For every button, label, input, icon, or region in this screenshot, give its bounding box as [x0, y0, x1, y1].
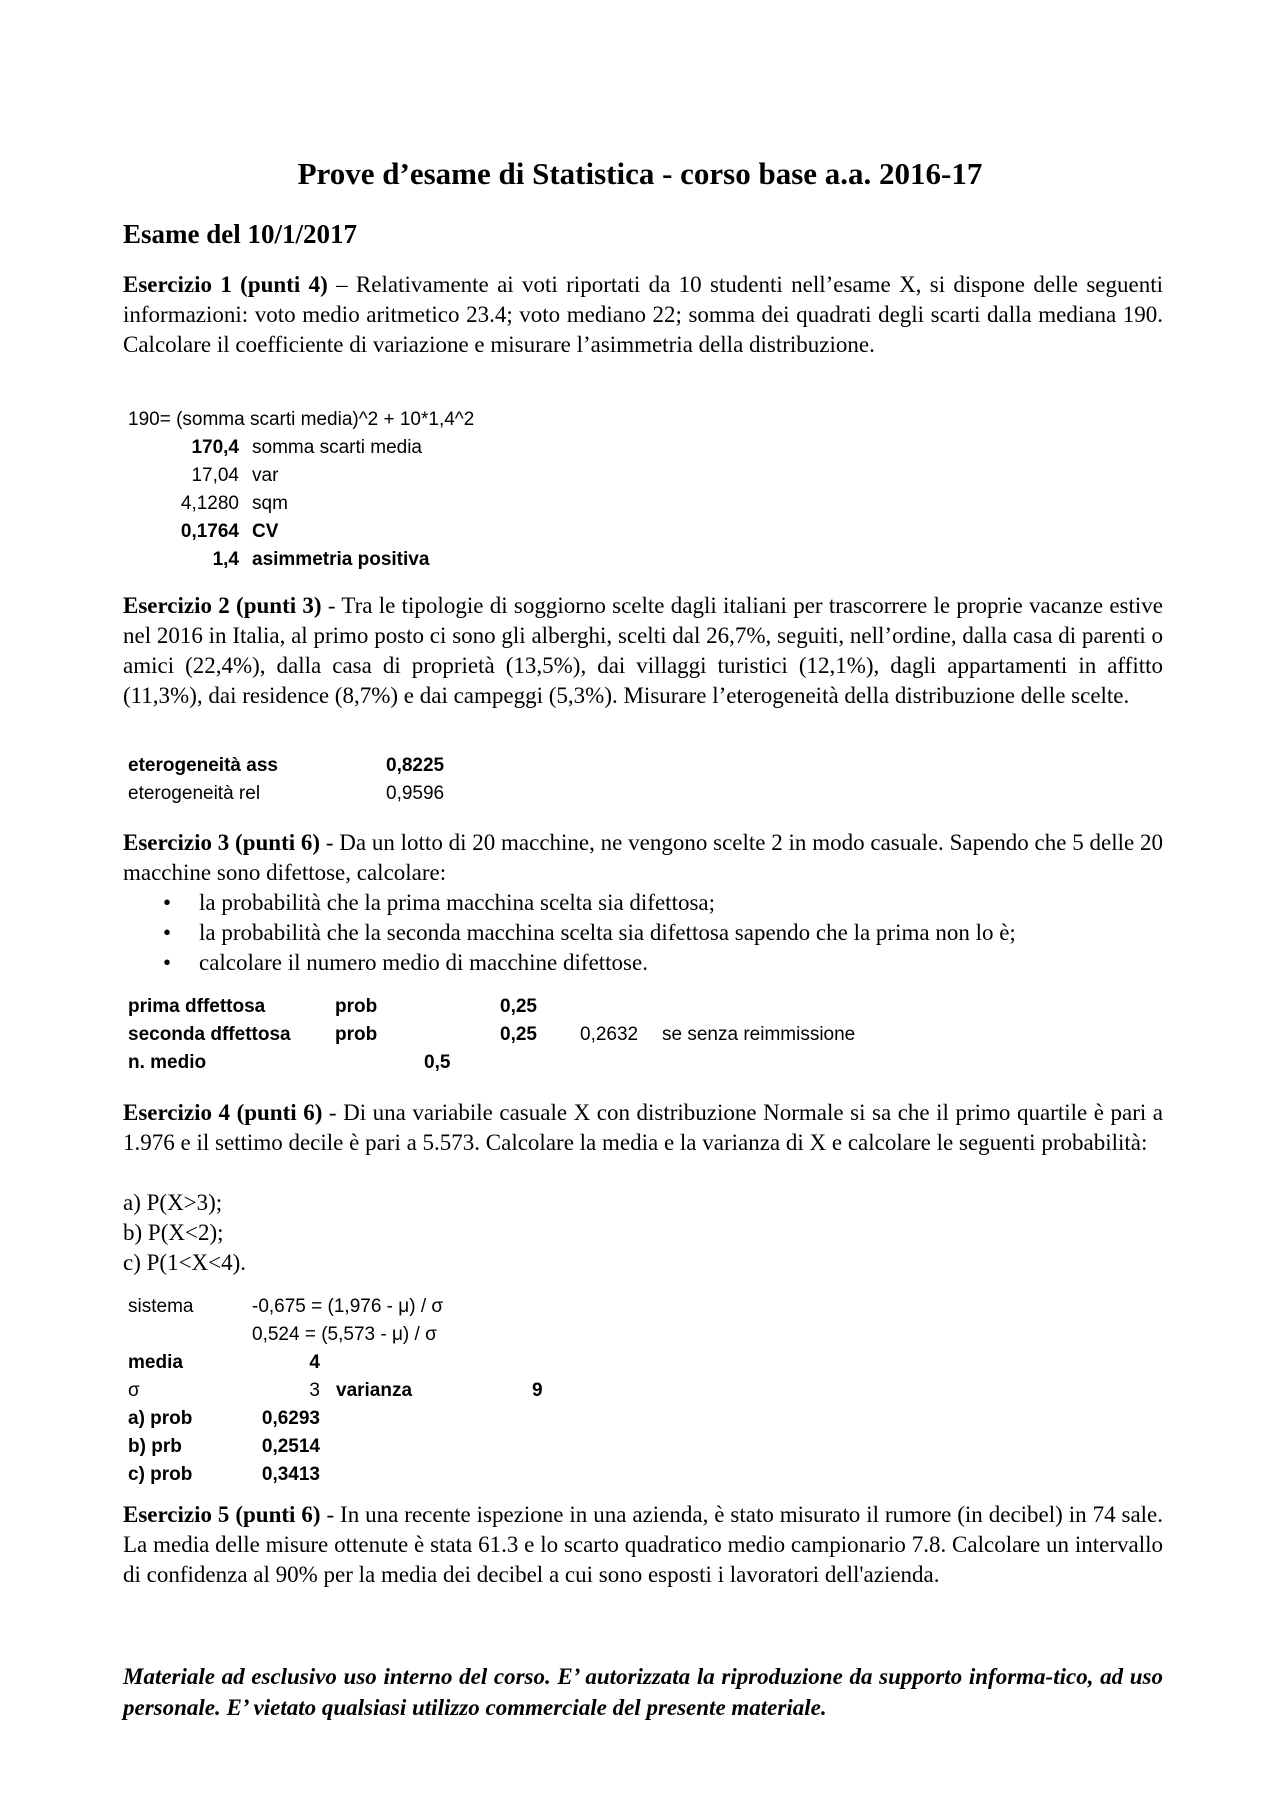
list-item-text: la probabilità che la prima macchina scelta sia difettosa; [199, 890, 716, 915]
ex1-row [128, 434, 628, 462]
ex4-prob-value: 0,6293 [261, 1408, 320, 1429]
ex1-label: somma scarti media [252, 437, 422, 458]
exercise-4-items [123, 1188, 1163, 1278]
exercise-1-solution [128, 406, 628, 574]
ex4-row [128, 1349, 728, 1377]
exercise-5-text [123, 1500, 1163, 1590]
ex4-sigma-value: 3 [309, 1380, 320, 1401]
ex3-label: n. medio [128, 1052, 207, 1073]
bullet-icon: • [163, 890, 172, 915]
ex2-row [128, 752, 528, 780]
ex1-label: asimmetria positiva [252, 549, 430, 570]
list-item-text: la probabilità che la seconda macchina scelta sia difettosa sapendo che la prima non lo è; [199, 920, 1016, 945]
exercise-3-heading: Esercizio 3 (punti 6) [123, 830, 321, 855]
exercise-2-text [123, 591, 1163, 711]
list-item [123, 888, 1173, 918]
ex4-item: b) P(X<2); [123, 1220, 224, 1245]
ex3-type: prob [335, 996, 378, 1017]
ex3-row [128, 993, 928, 1021]
exercise-4-heading: Esercizio 4 (punti 6) [123, 1100, 323, 1125]
ex4-media-label: media [128, 1352, 183, 1373]
exercise-3-bullet-list [123, 888, 1173, 978]
ex4-row [128, 1405, 728, 1433]
exercise-4-solution [128, 1293, 728, 1489]
ex2-value: 0,8225 [386, 755, 445, 776]
ex2-value: 0,9596 [386, 783, 445, 804]
ex1-value: 17,04 [191, 465, 239, 486]
exercise-3-solution [128, 993, 928, 1077]
ex1-value: 170,4 [191, 437, 239, 458]
ex3-value: 0,25 [500, 1024, 537, 1045]
ex3-type: prob [335, 1024, 378, 1045]
ex4-row [128, 1433, 728, 1461]
ex4-row [128, 1321, 728, 1349]
ex3-value: 0,25 [500, 996, 537, 1017]
ex4-media-value: 4 [309, 1352, 320, 1373]
ex4-prob-label: a) prob [128, 1408, 193, 1429]
ex4-item: c) P(1<X<4). [123, 1250, 247, 1275]
ex3-label: prima dffettosa [128, 996, 266, 1017]
exercise-1-text [123, 270, 1163, 360]
exercise-5-heading: Esercizio 5 (punti 6) [123, 1502, 321, 1527]
ex3-value: 0,5 [424, 1052, 451, 1073]
ex4-prob-label: c) prob [128, 1464, 193, 1485]
footer-disclaimer: Materiale ad esclusivo uso interno del corso. E’ autorizzata la riproduzione da supporto informa-tico, ad uso personale. E’ vietato qualsiasi utilizzo commerciale del presente materiale. [123, 1664, 1163, 1720]
ex1-formula: 190= (somma scarti media)^2 + 10*1,4^2 [128, 409, 475, 430]
ex4-prob-value: 0,2514 [261, 1436, 320, 1457]
exercise-2-solution [128, 752, 528, 808]
ex4-eq1: -0,675 = (1,976 - μ) / σ [252, 1296, 444, 1317]
ex4-sistema-label: sistema [128, 1296, 194, 1317]
ex4-varianza-value: 9 [532, 1380, 543, 1401]
list-item-text: calcolare il numero medio di macchine difettose. [199, 950, 648, 975]
ex3-row [128, 1049, 928, 1077]
ex1-row [128, 462, 628, 490]
ex4-row [128, 1293, 728, 1321]
ex3-row [128, 1021, 928, 1049]
exercise-3-body: - Da un lotto di 20 macchine, ne vengono scelte 2 in modo casuale. Sapendo che 5 delle 20 macchine sono difettose, calcolare: [123, 830, 1163, 885]
ex4-varianza-label: varianza [336, 1380, 413, 1401]
ex1-row [128, 490, 628, 518]
ex1-row [128, 518, 628, 546]
ex2-row [128, 780, 528, 808]
exercise-5-body: - In una recente ispezione in una azienda, è stato misurato il rumore (in decibel) in 74 sale. La media delle misure ottenute è stata 61.3 e lo scarto quadratico medio campionario 7.8. Calcolare un intervallo di confidenza al 90% per la media dei decibel a cui sono esposti i lavoratori dell'azienda. [123, 1502, 1164, 1587]
ex1-value: 0,1764 [180, 521, 239, 542]
ex1-label: CV [252, 521, 279, 542]
ex4-row [128, 1377, 728, 1405]
page-title: Prove d’esame di Statistica - corso base a.a. 2016-17 [297, 156, 983, 191]
exercise-2-body: - Tra le tipologie di soggiorno scelte dagli italiani per trascorrere le proprie vacanze estive nel 2016 in Italia, al primo posto ci sono gli alberghi, scelti dal 26,7%, seguiti, nell’ordine, dalla casa di parenti o amici (22,4%), dalla casa di proprietà (13,5%), dai villaggi turistici (12,1%), dagli appartamenti in affitto (11,3%), dai residence (8,7%) e dai campeggi (5,3%). Misurare l’eterogeneità della distribuzione delle scelte. [123, 593, 1163, 708]
exercise-1-heading: Esercizio 1 (punti 4) [123, 272, 328, 297]
exercise-3-text [123, 828, 1163, 888]
bullet-icon: • [163, 950, 172, 975]
exercise-1-body: – Relativamente ai voti riportati da 10 studenti nell’esame X, si dispone delle seguenti informazioni: voto medio aritmetico 23.4; voto mediano 22; somma dei quadrati degli scarti dalla mediana 190. Calcolare il coefficiente di variazione e misurare l’asimmetria della distribuzione. [123, 272, 1164, 357]
ex4-prob-label: b) prb [128, 1436, 182, 1457]
list-item [123, 948, 1173, 978]
list-item [123, 918, 1173, 948]
ex4-row [128, 1461, 728, 1489]
ex4-item: a) P(X>3); [123, 1190, 223, 1215]
ex3-extra-note: se senza reimmissione [662, 1024, 856, 1045]
exercise-4-text [123, 1098, 1163, 1158]
ex1-row [128, 546, 628, 574]
exercise-2-heading: Esercizio 2 (punti 3) [123, 593, 322, 618]
ex4-prob-value: 0,3413 [261, 1464, 320, 1485]
exercise-4-body: - Di una variabile casuale X con distribuzione Normale si sa che il primo quartile è pari a 1.976 e il settimo decile è pari a 5.573. Calcolare la media e la varianza di X e calcolare le seguenti probabilità: [123, 1100, 1164, 1155]
ex4-sigma-label: σ [128, 1380, 140, 1401]
ex3-label: seconda dffettosa [128, 1024, 291, 1045]
ex1-value: 4,1280 [180, 493, 239, 514]
exam-date-heading: Esame del 10/1/2017 [123, 219, 357, 249]
ex2-label: eterogeneità rel [128, 783, 261, 804]
bullet-icon: • [163, 920, 172, 945]
ex1-label: var [252, 465, 279, 486]
ex4-eq2: 0,524 = (5,573 - μ) / σ [252, 1324, 437, 1345]
ex3-extra-value: 0,2632 [580, 1024, 639, 1045]
ex2-label: eterogeneità ass [128, 755, 278, 776]
ex1-label: sqm [252, 493, 288, 514]
ex1-value: 1,4 [212, 549, 239, 570]
